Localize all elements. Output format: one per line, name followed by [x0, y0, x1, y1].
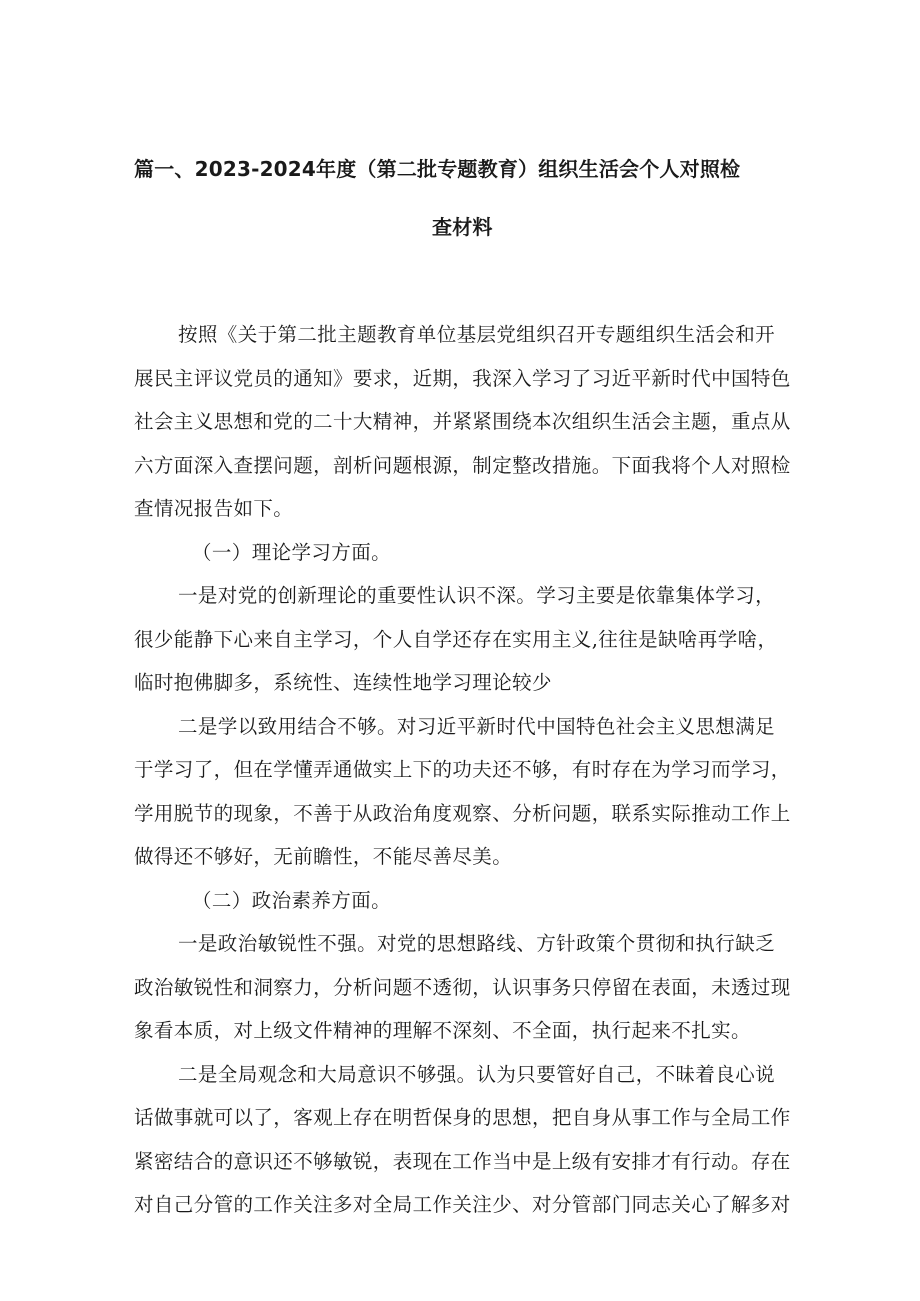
body-line: 很少能静下心来自主学习，个人自学还存在实用主义,往往是缺啥再学啥， [134, 627, 778, 651]
body-line: 二是学以致用结合不够。对习近平新时代中国特色社会主义思想满足 [178, 714, 776, 738]
body-line: 学用脱节的现象，不善于从政治角度观察、分析问题，联系实际推动工作上 [134, 801, 791, 825]
document-title-line-2: 查材料 [432, 215, 493, 239]
body-line: 紧密结合的意识还不够敏锐，表现在工作当中是上级有安排才有行动。存在 [134, 1149, 791, 1173]
body-line: 政治敏锐性和洞察力，分析问题不透彻，认识事务只停留在表面，未透过现 [134, 975, 791, 999]
body-line: 象看本质，对上级文件精神的理解不深刻、不全面，执行起来不扎实。 [134, 1019, 751, 1042]
body-line: 查情况报告如下。 [134, 497, 294, 520]
body-line: 二是全局观念和大局意识不够强。认为只要管好自己，不昧着良心说 [178, 1062, 776, 1086]
body-line: 六方面深入查摆问题，剖析问题根源，制定整改措施。下面我将个人对照检 [134, 453, 791, 477]
body-line: 按照《关于第二批主题教育单位基层党组织召开专题组织生活会和开 [178, 323, 776, 346]
body-line: 话做事就可以了，客观上存在明哲保身的思想，把自身从事工作与全局工作 [134, 1106, 791, 1129]
body-line: 做得还不够好，无前瞻性，不能尽善尽美。 [134, 845, 513, 868]
document-body [134, 313, 794, 1227]
body-line: 社会主义思想和党的二十大精神，并紧紧围绕本次组织生活会主题，重点从 [134, 410, 791, 433]
body-line: 一是对党的创新理论的重要性认识不深。学习主要是依靠集体学习， [178, 584, 776, 607]
body-line: （一）理论学习方面。 [192, 540, 392, 564]
body-line: 一是政治敏锐性不强。对党的思想路线、方针政策个贯彻和执行缺乏 [178, 932, 776, 955]
body-line: 临时抱佛脚多，系统性、连续性地学习理论较少 [134, 671, 552, 694]
document-title-line-1: 篇一、2023-2024年度（第二批专题教育）组织生活会个人对照检 [134, 157, 741, 181]
body-line: （二）政治素养方面。 [192, 888, 392, 912]
body-line: 展民主评议党员的通知》要求，近期，我深入学习了习近平新时代中国特色 [134, 366, 791, 390]
body-line: 于学习了，但在学懂弄通做实上下的功夫还不够，有时存在为学习而学习， [134, 758, 791, 781]
body-line: 对自己分管的工作关注多对全局工作关注少、对分管部门同志关心了解多对 [134, 1193, 791, 1216]
